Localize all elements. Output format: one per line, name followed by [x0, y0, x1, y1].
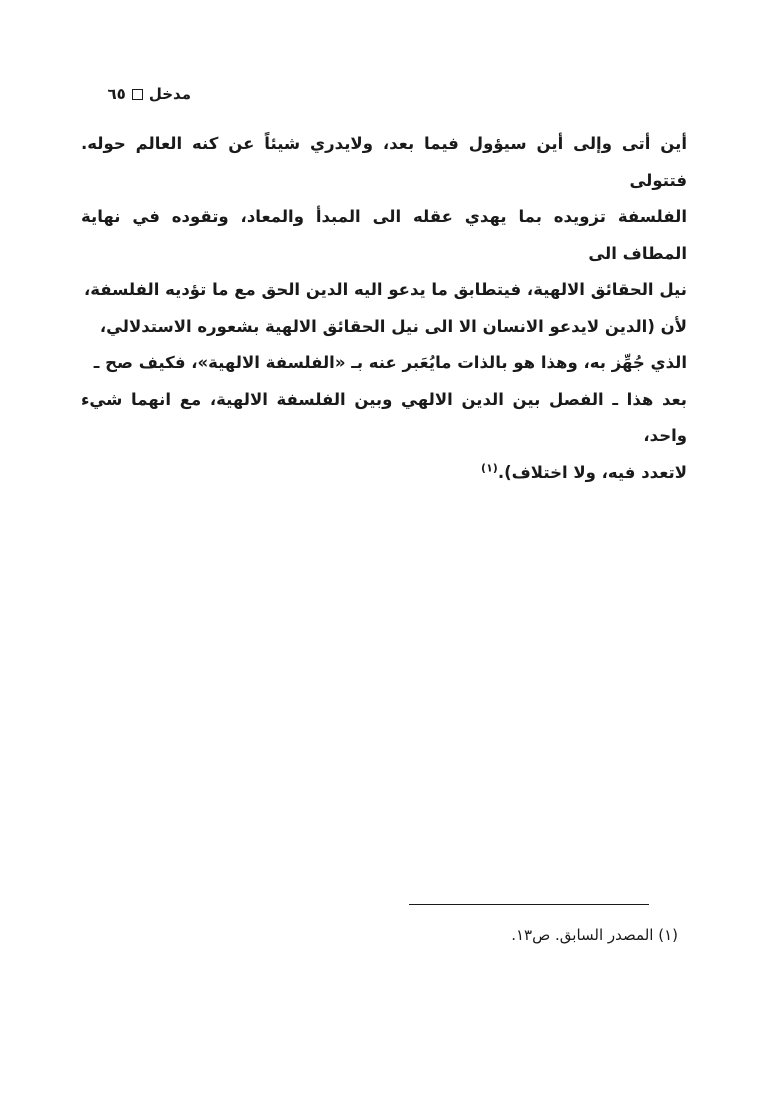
text-line-4: لأن (الدين لايدعو الانسان الا الى نيل الحقائق الالهية بشعوره الاستدلالي،: [99, 316, 687, 336]
text-line-3: نيل الحقائق الالهية، فيتطابق ما يدعو اليه الدين الحق مع ما تؤديه الفلسفة،: [83, 280, 687, 299]
text-line-7-content: لاتعدد فيه، ولا اختلاف).: [497, 462, 687, 482]
text-line-5: الذي جُهِّز به، وهذا هو بالذات مايُعَبر عنه بـ «الفلسفة الالهية»، فكيف صح ـ: [93, 353, 687, 372]
text-line-6: بعد هذا ـ الفصل بين الدين الالهي وبين الفلسفة الالهية، مع انهما شيء واحد،: [81, 389, 687, 445]
footnote-reference: (١): [481, 461, 498, 474]
chapter-title: مدخل: [148, 85, 191, 103]
header-square-icon: [132, 89, 143, 100]
page-number: ٦٥: [107, 85, 126, 103]
footnote-separator: [409, 904, 649, 905]
text-line-7: [81, 455, 687, 492]
footnote-text: (١) المصدر السابق. ص١٣.: [511, 926, 678, 944]
running-header: [108, 85, 191, 103]
text-line-1: أين أتى وإلى أين سيؤول فيما بعد، ولايدري شيئاً عن كنه العالم حوله. فتتولى: [81, 134, 687, 190]
main-paragraph: [81, 126, 687, 491]
text-line-2: الفلسفة تزويده بما يهدي عقله الى المبدأ والمعاد، وتقوده في نهاية المطاف الى: [81, 207, 687, 263]
